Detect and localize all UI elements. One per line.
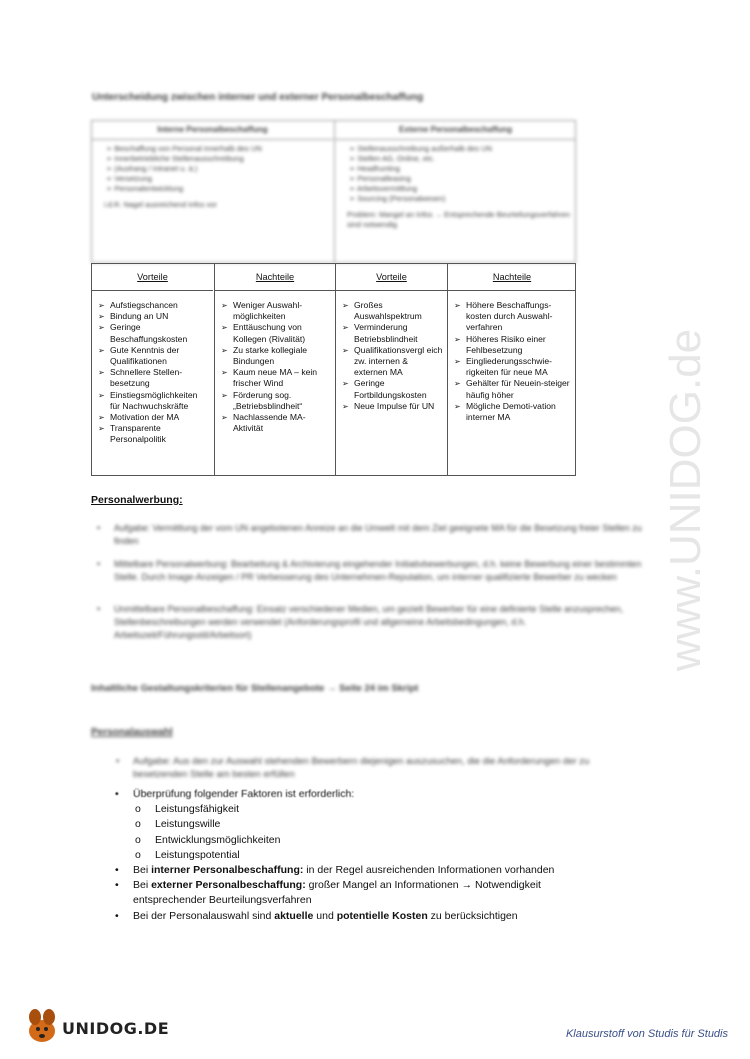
personalauswahl-heading: Personalauswahl xyxy=(91,727,173,738)
list-item: ➢ Großes Auswahlspektrum xyxy=(342,300,443,322)
column-header: Nachteile xyxy=(215,264,335,291)
column-header: Vorteile xyxy=(336,264,447,291)
list-item: ➢ Zu starke kollegiale Bindungen xyxy=(221,345,331,367)
list-item: ➢ Schnellere Stellen-besetzung xyxy=(98,367,209,389)
list-item: ➢ Weniger Auswahl-möglichkeiten xyxy=(221,300,331,322)
bold-text: externer Personalbeschaffung: xyxy=(151,879,306,892)
list-item: ➢ Motivation der MA xyxy=(98,412,209,423)
watermark-text: www.UNIDOG.de xyxy=(661,328,710,672)
text: in der Regel ausreichenden Informationen vorhanden xyxy=(303,864,555,877)
list-item: ➢ Stellenausschreibung außerhalb des UN xyxy=(349,144,576,154)
internal-cons-column xyxy=(214,264,335,475)
personalwerbung-paragraph: • Aufgabe: Vermittlung der vom UN angebotenen Anreize an die Umwelt mit dem Ziel geeignete MA für die Besetzung freier Stellen zu finden xyxy=(97,523,642,546)
dog-icon xyxy=(22,1005,62,1045)
paragraph-text: Aufgabe: Aus den zur Auswahl stehenden Bewerbern diejenigen auszusuchen, die die Anforderungen der zu besetzenden Stelle am besten erfüllen xyxy=(133,756,590,780)
text: entsprechender Beurteilungsverfahren xyxy=(133,894,312,907)
list-item: ➢ Personalentwicklung xyxy=(106,184,333,194)
list-item: ➢ Personalleasing xyxy=(349,174,576,184)
internal-pros-column xyxy=(92,264,213,475)
personalwerbung-paragraph: • Unmittelbare Personalbeschaffung: Einsatz verschiedener Medien, um gezielt Bewerber für eine definierte Stelle anzusprechen, Stellenbeschreibungen werden verwendet (Anforderungsprofil und allgemeine Arbeitsbedingungen, d.h. Arbeitszeit/Führungsstil/Arbeitsort) xyxy=(97,604,624,640)
personalwerbung-paragraph: • Mittelbare Personalwerbung: Bearbeitung & Archivierung eingehender Initiativbewerbungen, d.h. keine Bewerbung einer bestimmten Stelle. Durch Image-Anzeigen / PR Verbesserung des Unternehmen-Reputation, um interner qualifizierte Bewerber zu wecken xyxy=(97,559,642,582)
paragraph-text: Mittelbare Personalwerbung: Bearbeitung & Archivierung eingehender Initiativbewerbungen, d.h. keine Bewerbung einer bestimmten Stelle. Durch Image-Anzeigen / PR Verbesserung des Unternehmen-Reputation, um interner qualifizierte Bewerber zu wecken xyxy=(114,559,642,582)
external-cons-column xyxy=(447,264,576,475)
list-item: ➢ Gehälter für Neuein-steiger häufig höher xyxy=(454,378,572,400)
list-item: ➢ Einstiegsmöglichkeiten für Nachwuchskräfte xyxy=(98,390,209,412)
auswahl-list xyxy=(115,787,554,924)
list-item: • Bei der Personalauswahl sind aktuelle und potentielle Kosten zu berücksichtigen xyxy=(115,909,518,922)
auswahl-task: • Aufgabe: Aus den zur Auswahl stehenden Bewerbern diejenigen auszusuchen, die die Anforderungen der zu besetzenden Stelle am besten erfüllen xyxy=(116,756,590,780)
list-item: ➢ Geringe Fortbildungskosten xyxy=(342,378,443,400)
external-column xyxy=(334,121,576,262)
paragraph-text: Unmittelbare Personalbeschaffung: Einsatz verschiedener Medien, um gezielt Bewerber für eine definierte Stelle anzusprechen, Stellenbeschreibungen werden verwendet (Anforderungsprofil und allgemeine Arbeitsbedingungen, d.h. Arbeitszeit/Führungsstil/Arbeitsort) xyxy=(114,604,624,640)
list-item: • Bei externer Personalbeschaffung: großer Mangel an Informationen → Notwendigkeit xyxy=(115,879,541,892)
list-item: ➢ Transparente Personalpolitik xyxy=(98,423,209,445)
list-item: • Bei interner Personalbeschaffung: in der Regel ausreichenden Informationen vorhanden xyxy=(115,864,555,877)
list-item: ➢ Verminderung Betriebsblindheit xyxy=(342,322,443,344)
text: Bei xyxy=(133,864,152,877)
external-foot: Problem: Mangel an Infos → Entsprechende Beurteilungsverfahren sind notwendig xyxy=(347,210,571,229)
list-item: ➢ Mögliche Demoti-vation interner MA xyxy=(454,401,572,423)
internal-column xyxy=(92,121,333,262)
text: Bei der Personalauswahl sind xyxy=(133,909,275,922)
item-text: Entwicklungsmöglichkeiten xyxy=(155,833,281,846)
list-item: ➢ Kaum neue MA – kein frischer Wind xyxy=(221,367,331,389)
watermark xyxy=(650,260,750,740)
list-item: ➢ Höhere Beschaffungs-kosten durch Auswahl-verfahren xyxy=(454,300,572,334)
list-item: ➢ Enttäuschung von Kollegen (Rivalität) xyxy=(221,322,331,344)
brand-name: UNIDOG.DE xyxy=(62,1019,170,1038)
list-item: ➢ Geringe Beschaffungskosten xyxy=(98,322,209,344)
brand-logo xyxy=(22,1005,182,1045)
bold-text: potentielle Kosten xyxy=(336,909,428,922)
item-text: Leistungspotential xyxy=(155,848,240,861)
external-list xyxy=(349,144,576,204)
list-item: ➢ Innerbetriebliche Stellenausschreibung xyxy=(106,154,333,164)
item-text: Leistungswille xyxy=(155,818,221,831)
internal-header: Interne Personalbeschaffung xyxy=(92,121,333,140)
list-item: ➢ Stellen AG, Online, etc. xyxy=(349,154,576,164)
paragraph-text: Aufgabe: Vermittlung der vom UN angebotenen Anreize an die Umwelt mit dem Ziel geeignete MA für die Besetzung freier Stellen zu finden xyxy=(114,523,642,546)
text: und xyxy=(313,909,337,922)
bold-text: interner Personalbeschaffung: xyxy=(151,864,304,877)
internal-foot: i.d.R. Nagel ausreichend Infos vor xyxy=(104,200,217,209)
list-item: ➢ Bindung an UN xyxy=(98,311,209,322)
inhaltliche-line: Inhaltliche Gestaltungskriterien für Stellenangebote → Seite 24 im Skript xyxy=(91,683,419,694)
text: großer Mangel an Informationen → Notwendigkeit xyxy=(305,879,541,892)
column-header: Nachteile xyxy=(448,264,576,291)
list-item: ➢ Nachlassende MA-Aktivität xyxy=(221,412,331,434)
list-item: ➢ Versetzung xyxy=(106,174,333,184)
item-text: Leistungsfähigkeit xyxy=(155,803,240,816)
list-item: ➢ Neue Impulse für UN xyxy=(342,401,443,412)
section-title: Unterscheidung zwischen interner und externer Personalbeschaffung xyxy=(92,92,424,103)
personalwerbung-heading: Personalwerbung: xyxy=(91,494,183,506)
internal-list xyxy=(106,144,333,194)
list-item: ➢ Headhunting xyxy=(349,164,576,174)
text: Bei xyxy=(133,879,152,892)
pros-cons-table xyxy=(91,263,576,476)
bold-text: aktuelle xyxy=(274,909,314,922)
sub-item: o Leistungswille xyxy=(135,818,221,831)
list-item: ➢ Qualifikationsvergl eich zw. internen & externen MA xyxy=(342,345,443,379)
column-header: Vorteile xyxy=(92,264,213,291)
sub-item: o Leistungsfähigkeit xyxy=(135,803,240,816)
list-item: ➢ (Aushang / Intranet u. ä.) xyxy=(106,164,333,174)
item-text: Überprüfung folgender Faktoren ist erforderlich: xyxy=(133,788,355,800)
list-item: • Überprüfung folgender Faktoren ist erforderlich: xyxy=(115,788,355,800)
tagline: Klausurstoff von Studis für Studis xyxy=(565,1028,728,1040)
list-item: ➢ Förderung sog. „Betriebsblindheit“ xyxy=(221,390,331,412)
list-item: ➢ Gute Kenntnis der Qualifikationen xyxy=(98,345,209,367)
sub-item: o Leistungspotential xyxy=(135,848,240,861)
list-item: ➢ Beschaffung von Personal innerhalb des UN xyxy=(106,144,333,154)
list-item: ➢ Höheres Risiko einer Fehlbesetzung xyxy=(454,334,572,356)
list-item: ➢ Aufstiegschancen xyxy=(98,300,209,311)
external-pros-column xyxy=(335,264,447,475)
list-item: ➢ Eingliederungsschwie-rigkeiten für neue MA xyxy=(454,356,572,378)
list-item: ➢ Arbeitsvermittlung xyxy=(349,184,576,194)
sub-item: o Entwicklungsmöglichkeiten xyxy=(135,833,281,846)
text: zu berücksichtigen xyxy=(427,909,518,922)
external-header: Externe Personalbeschaffung xyxy=(335,121,576,140)
list-item: ➢ Sourcing (Personalwesen) xyxy=(349,194,576,204)
comparison-table xyxy=(91,120,576,263)
list-item-continuation xyxy=(115,893,554,908)
